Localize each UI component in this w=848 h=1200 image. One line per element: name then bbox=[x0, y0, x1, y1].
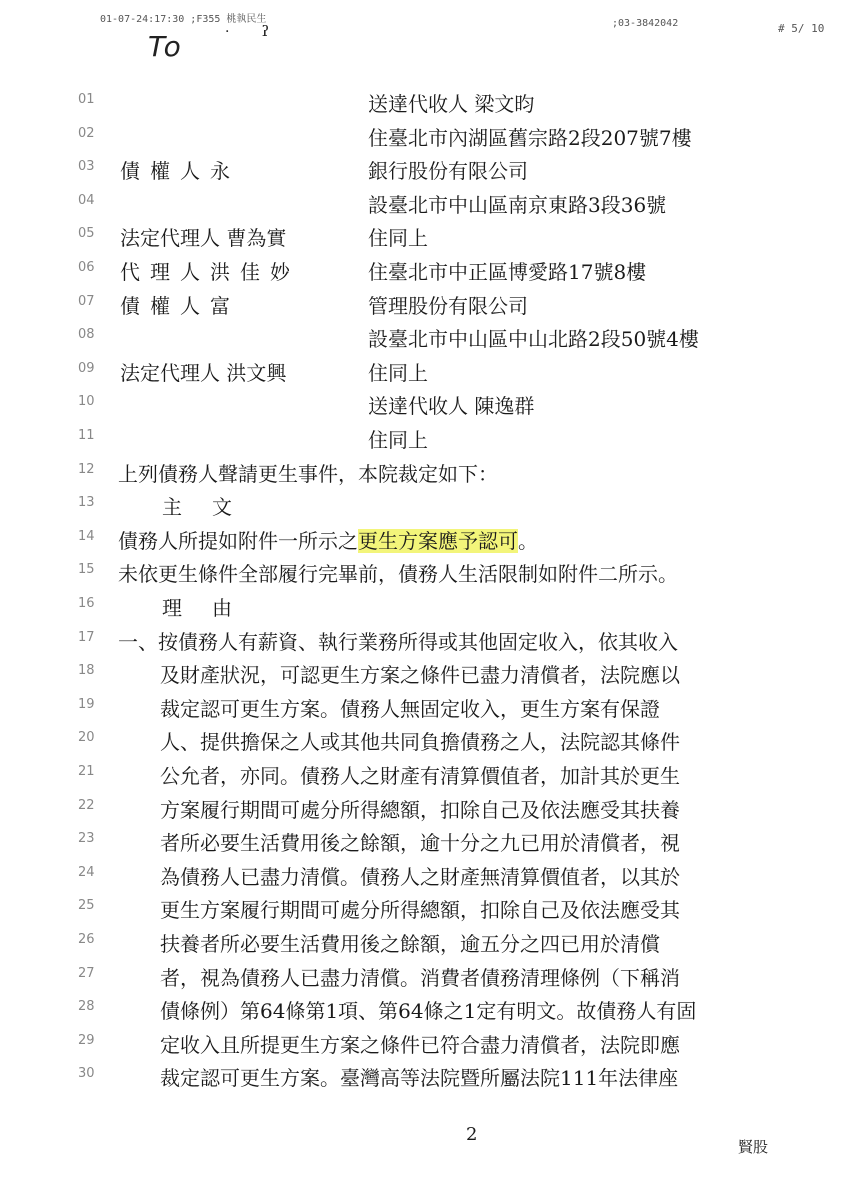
line-number: 27 bbox=[78, 965, 95, 981]
line-number: 28 bbox=[78, 999, 95, 1015]
handwritten-mark: ˀ bbox=[262, 22, 270, 52]
line-number: 23 bbox=[78, 831, 95, 847]
body-text: 公允者，亦同。債務人之財產有清算價值者，加計其於更生 bbox=[160, 764, 680, 788]
line-number: 21 bbox=[78, 764, 95, 779]
party-detail: 住同上 bbox=[368, 360, 428, 385]
document-line bbox=[0, 1062, 848, 1094]
line-number: 07 bbox=[78, 293, 95, 309]
document-line bbox=[0, 357, 848, 389]
document-line bbox=[0, 659, 848, 691]
section-heading: 主文 bbox=[162, 495, 262, 520]
document-line bbox=[0, 290, 848, 322]
line-number: 14 bbox=[78, 528, 95, 544]
party-detail: 住同上 bbox=[368, 226, 428, 251]
line-number: 13 bbox=[78, 495, 95, 511]
line-number: 11 bbox=[78, 428, 95, 443]
line-number: 16 bbox=[78, 596, 95, 611]
party-detail: 送達代收人 陳逸群 bbox=[368, 394, 535, 419]
party-detail: 設臺北市中山區中山北路2段50號4樓 bbox=[368, 327, 699, 352]
line-number: 29 bbox=[78, 1032, 95, 1048]
document-line bbox=[0, 693, 848, 725]
party-label: 法定代理人 洪文興 bbox=[120, 360, 287, 385]
document-line bbox=[0, 726, 848, 758]
body-text: 扶養者所必要生活費用後之餘額，逾五分之四已用於清償 bbox=[160, 932, 660, 956]
line-number: 22 bbox=[78, 797, 95, 813]
line-number: 02 bbox=[78, 125, 95, 141]
document-line bbox=[0, 861, 848, 893]
fax-header bbox=[0, 8, 848, 35]
line-number: 18 bbox=[78, 663, 95, 679]
line-number: 04 bbox=[78, 192, 95, 208]
body-text: 為債務人已盡力清償。債務人之財產無清算價值者，以其於 bbox=[160, 864, 680, 889]
line-number: 19 bbox=[78, 696, 95, 712]
handwritten-mark: · bbox=[225, 24, 230, 40]
document-line bbox=[0, 390, 848, 422]
document-line bbox=[0, 88, 848, 120]
body-text: 定收入且所提更生方案之條件已符合盡力清償者，法院即應 bbox=[160, 1032, 680, 1057]
line-number: 20 bbox=[78, 730, 95, 746]
document-line bbox=[0, 995, 848, 1027]
document-line bbox=[0, 323, 848, 355]
line-number: 01 bbox=[78, 92, 95, 107]
document-line bbox=[0, 962, 848, 994]
body-text: 者所必要生活費用後之餘額，逾十分之九已用於清償者，視 bbox=[160, 831, 680, 856]
body-text: 債條例）第64條第1項、第64條之1定有明文。故債務人有固 bbox=[160, 999, 697, 1024]
fax-header-page: # 5/ 10 bbox=[778, 22, 825, 35]
body-text: 更生方案履行期間可處分所得總額，扣除自己及依法應受其 bbox=[160, 898, 680, 923]
ruling-text bbox=[118, 525, 538, 557]
body-text: 未依更生條件全部履行完畢前，債務人生活限制如附件二所示。 bbox=[118, 562, 678, 587]
document-line bbox=[0, 122, 848, 154]
document-line bbox=[0, 626, 848, 658]
party-label: 債權人永 bbox=[120, 159, 240, 184]
document-line bbox=[0, 592, 848, 624]
handwritten-note: To bbox=[148, 30, 183, 63]
line-number: 06 bbox=[78, 260, 95, 275]
clerk-stamp: 賢股 bbox=[738, 1138, 769, 1156]
line-number: 03 bbox=[78, 159, 95, 175]
document-line bbox=[0, 491, 848, 523]
document-line bbox=[0, 155, 848, 187]
party-detail: 設臺北市中山區南京東路3段36號 bbox=[368, 192, 667, 217]
highlighted-ruling: 更生方案應予認可 bbox=[358, 528, 518, 553]
party-label: 代理人洪佳妙 bbox=[120, 260, 300, 284]
party-detail: 管理股份有限公司 bbox=[368, 293, 528, 318]
document-line bbox=[0, 458, 848, 490]
line-number: 24 bbox=[78, 864, 95, 880]
document-line bbox=[0, 928, 848, 960]
body-text: 裁定認可更生方案。債務人無固定收入，更生方案有保證 bbox=[160, 696, 660, 721]
line-number: 12 bbox=[78, 461, 95, 477]
party-detail: 住同上 bbox=[368, 428, 428, 452]
line-number: 05 bbox=[78, 226, 95, 242]
party-detail: 住臺北市中正區博愛路17號8樓 bbox=[368, 260, 647, 284]
document-line bbox=[0, 525, 848, 557]
line-number: 26 bbox=[78, 932, 95, 947]
line-number: 17 bbox=[78, 629, 95, 645]
body-text: 裁定認可更生方案。臺灣高等法院暨所屬法院111年法律座 bbox=[160, 1066, 679, 1091]
line-number: 30 bbox=[78, 1066, 95, 1082]
document-line bbox=[0, 1029, 848, 1061]
line-number: 25 bbox=[78, 898, 95, 914]
document-line bbox=[0, 827, 848, 859]
party-detail: 銀行股份有限公司 bbox=[368, 159, 528, 184]
document-line bbox=[0, 424, 848, 456]
fax-header-left: 01-07-24:17:30 ;F355 桃執民生 bbox=[100, 14, 267, 25]
body-text: 者，視為債務人已盡力清償。消費者債務清理條例（下稱消 bbox=[160, 965, 680, 990]
document-line bbox=[0, 794, 848, 826]
page-number: 2 bbox=[466, 1124, 478, 1145]
document-line bbox=[0, 760, 848, 792]
document-line bbox=[0, 256, 848, 288]
body-text: 方案履行期間可處分所得總額，扣除自己及依法應受其扶養 bbox=[160, 797, 680, 822]
ruling-text-start: 債務人所提如附件一所示之 bbox=[118, 528, 358, 553]
document-line bbox=[0, 558, 848, 590]
fax-header-phone: ;03-3842042 bbox=[612, 18, 679, 29]
party-label: 法定代理人 曹為實 bbox=[120, 226, 287, 251]
section-heading: 理由 bbox=[162, 596, 262, 620]
document-line bbox=[0, 894, 848, 926]
line-number: 10 bbox=[78, 394, 95, 410]
line-number: 09 bbox=[78, 360, 95, 376]
line-number: 08 bbox=[78, 327, 95, 343]
party-detail: 住臺北市內湖區舊宗路2段207號7樓 bbox=[368, 125, 692, 150]
body-text: 上列債務人聲請更生事件，本院裁定如下： bbox=[118, 461, 498, 486]
body-text: 人、提供擔保之人或其他共同負擔債務之人，法院認其條件 bbox=[160, 730, 680, 755]
line-number: 15 bbox=[78, 562, 95, 578]
document-line bbox=[0, 189, 848, 221]
ruling-text-end: 。 bbox=[518, 528, 538, 553]
party-label: 債權人富 bbox=[120, 293, 240, 318]
body-text: 及財產狀況，可認更生方案之條件已盡力清償者，法院應以 bbox=[160, 663, 680, 688]
party-detail: 送達代收人 梁文昀 bbox=[368, 92, 535, 116]
body-text: 一、按債務人有薪資、執行業務所得或其他固定收入，依其收入 bbox=[118, 629, 678, 654]
document-line bbox=[0, 222, 848, 254]
